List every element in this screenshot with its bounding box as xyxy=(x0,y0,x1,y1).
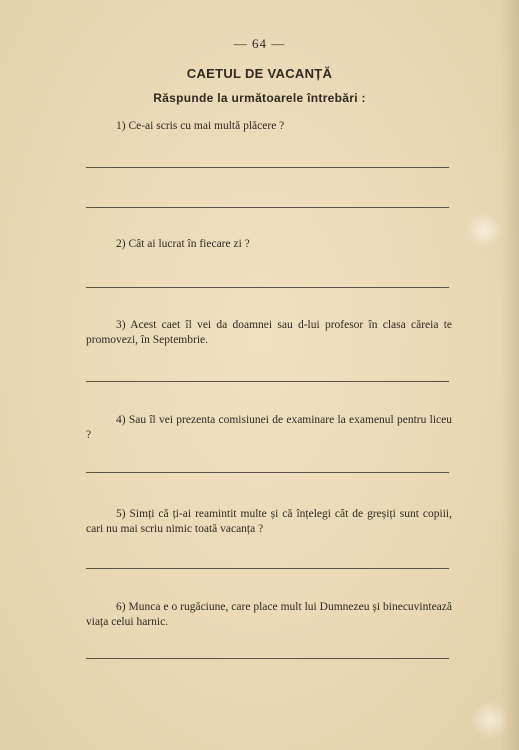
page-edge-shadow xyxy=(501,0,519,750)
page-title: CAETUL DE VACANȚĂ xyxy=(186,66,333,81)
question-4: 4) Sau îl vei prezenta comisiunei de examinare la examenul pentru liceu ? xyxy=(86,414,452,441)
question-2: 2) Cât ai lucrat în fiecare zi ? xyxy=(116,238,250,250)
paper-wear-mark xyxy=(466,212,502,248)
question-5: 5) Simți că ți-ai reamintit multe și că înțelegi cât de greșiți sunt copiii, cari nu mai scriu nimic toată vacanța ? xyxy=(86,508,452,535)
answer-line[interactable] xyxy=(86,207,449,208)
page-subtitle: Răspunde la următoarele întrebări : xyxy=(153,91,366,105)
paper-wear-mark xyxy=(470,700,510,740)
question-1: 1) Ce-ai scris cu mai multă plăcere ? xyxy=(116,120,285,132)
answer-line[interactable] xyxy=(86,287,449,288)
answer-line[interactable] xyxy=(86,167,449,168)
question-3: 3) Acest caet îl vei da doamnei sau d-lui profesor în clasa căreia te promovezi, în Septembrie. xyxy=(86,319,452,346)
answer-line[interactable] xyxy=(86,568,449,569)
answer-line[interactable] xyxy=(86,472,449,473)
answer-line[interactable] xyxy=(86,658,449,659)
question-6: 6) Munca e o rugăciune, care place mult lui Dumnezeu și binecuvintează viața celui harnic. xyxy=(86,601,452,628)
page-number: — 64 — xyxy=(233,36,286,51)
answer-line[interactable] xyxy=(86,381,449,382)
